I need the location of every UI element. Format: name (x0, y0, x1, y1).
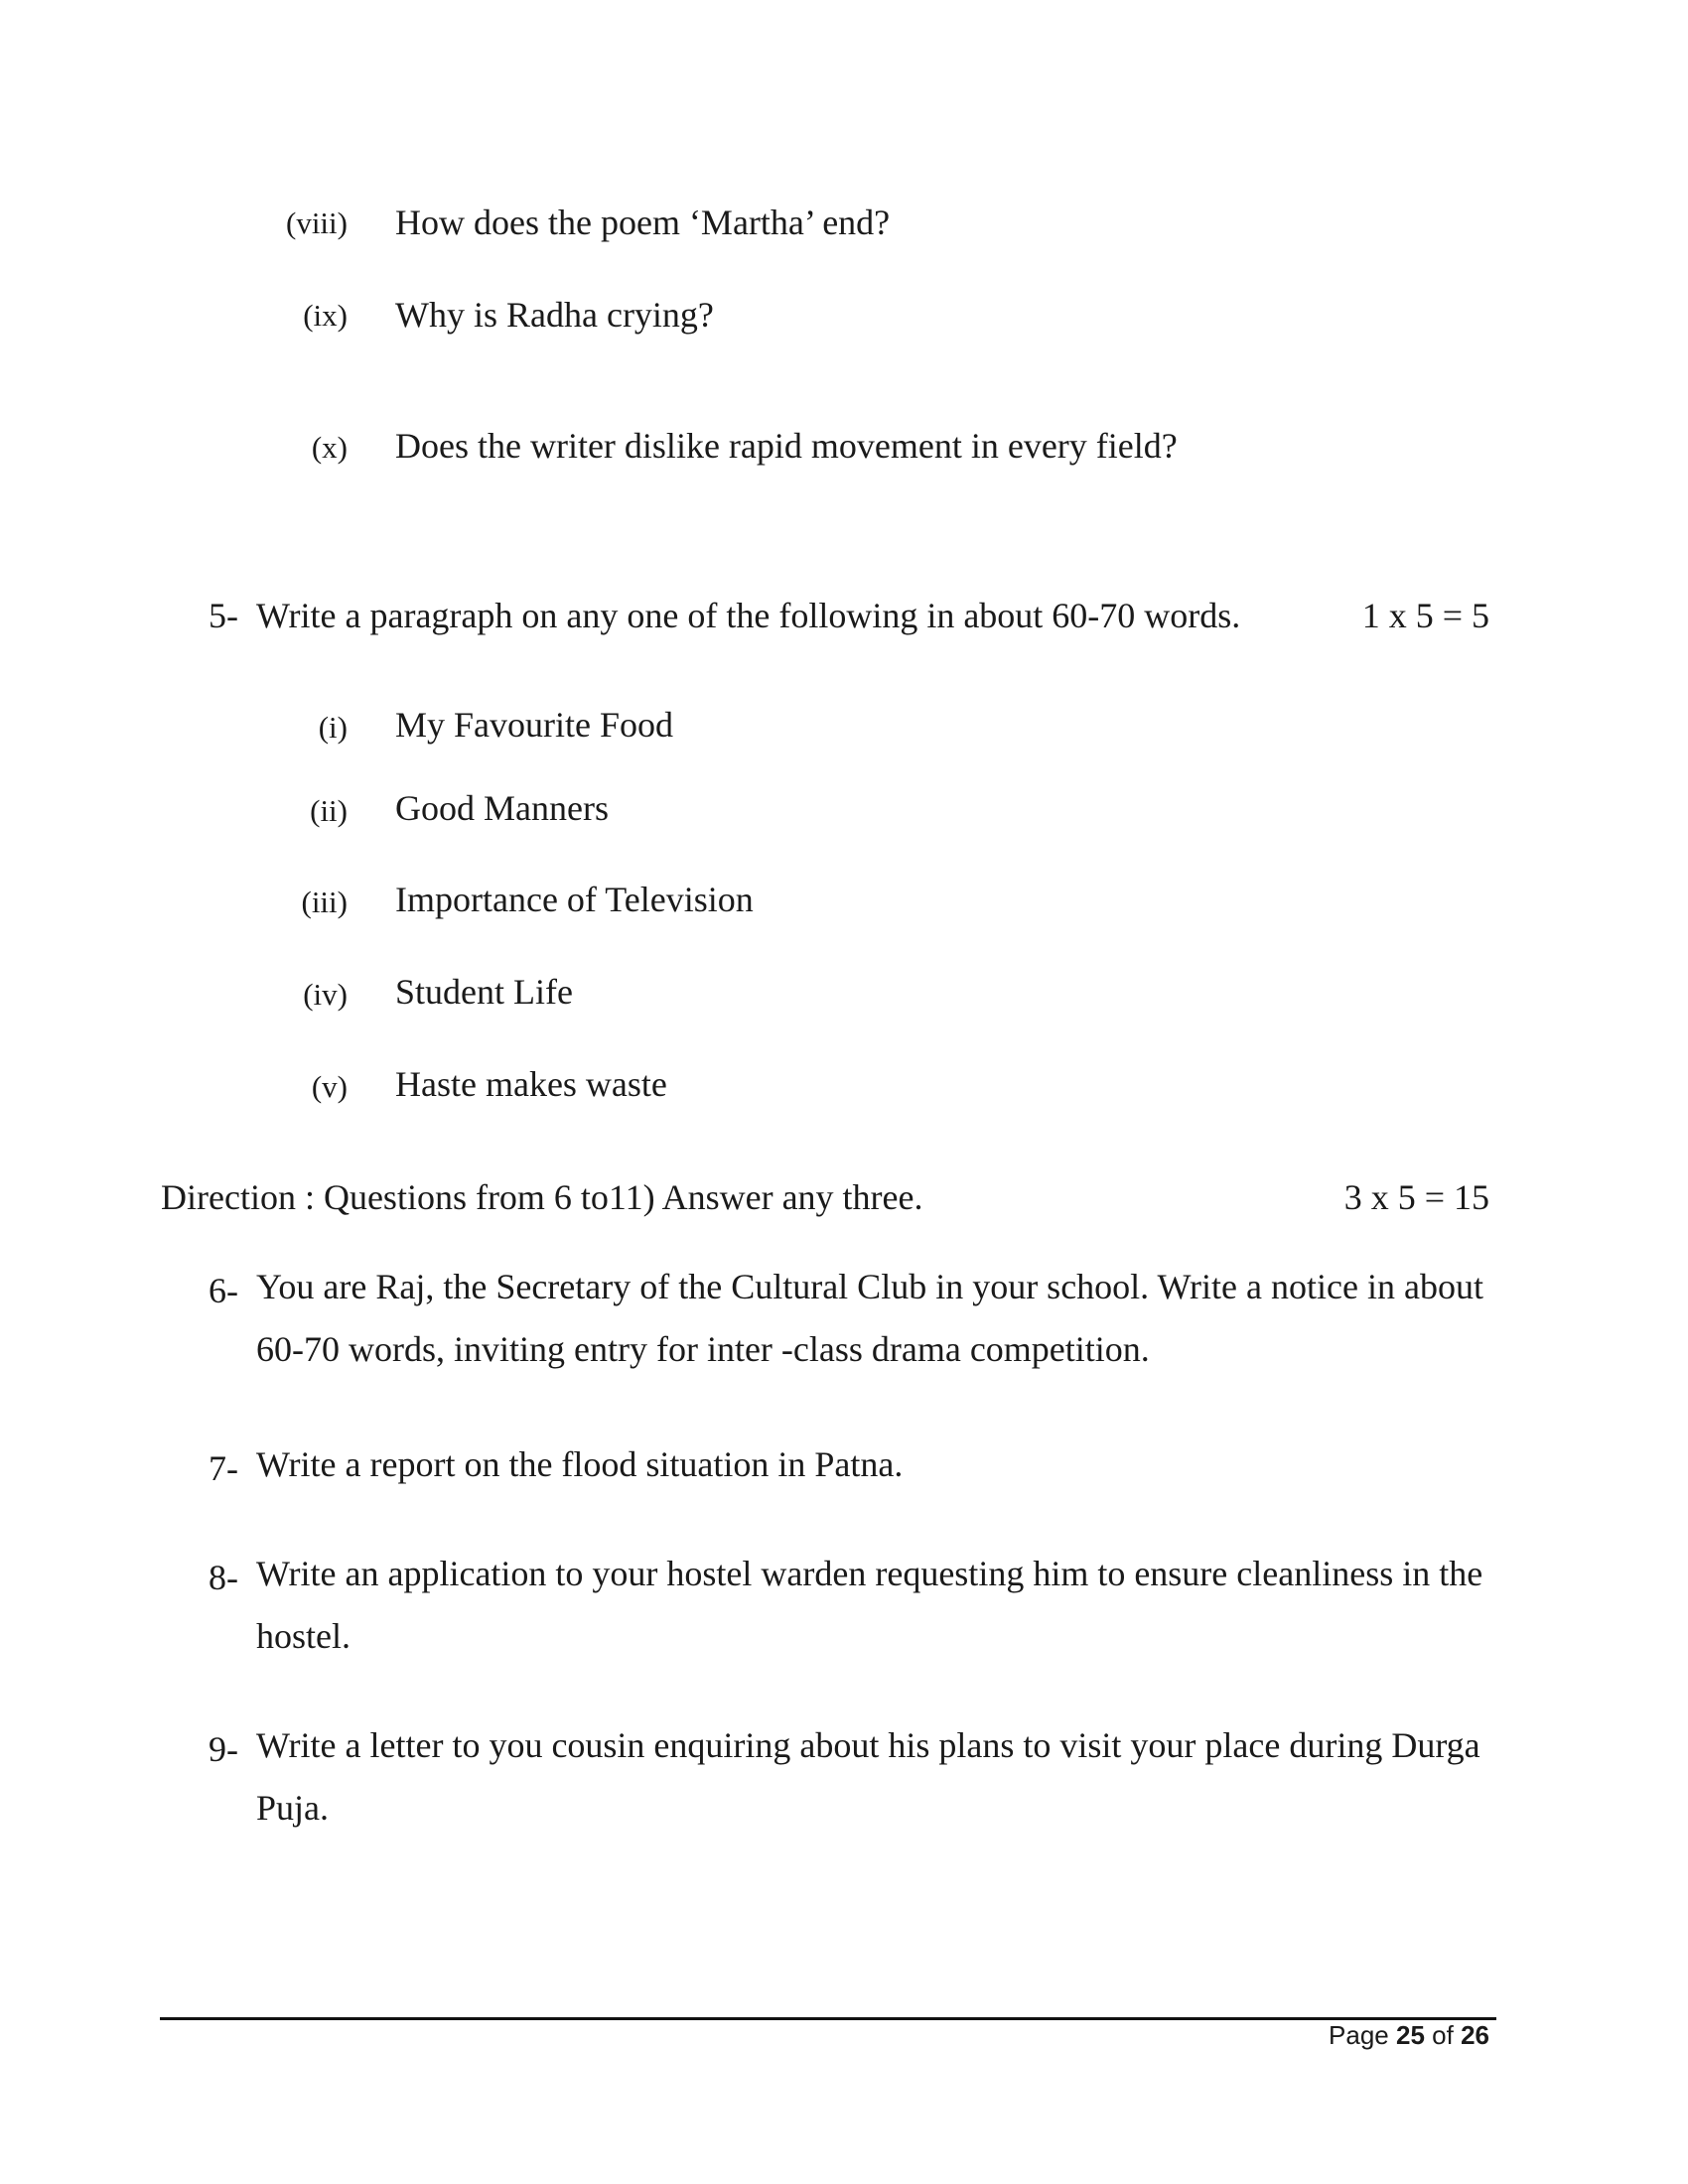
page-number (1329, 2020, 1489, 2051)
q5-item-roman-iii: (iii) (301, 885, 348, 919)
direction-text: Direction : Questions from 6 to11) Answer any three. (161, 1177, 923, 1217)
q4-item-roman-viii: (viii) (286, 205, 348, 240)
q5-number: 5- (209, 596, 238, 635)
q5-item-roman-iv: (iv) (303, 977, 348, 1012)
q7-number: 7- (209, 1448, 238, 1488)
q5-item-text-ii: Good Manners (395, 788, 609, 828)
q8-number: 8- (209, 1558, 238, 1597)
q6-text: You are Raj, the Secretary of the Cultural Club in your school. Write a notice in about 60-70 words, inviting entry for inter -class drama competition. (256, 1267, 1483, 1369)
q4-item-text-viii: How does the poem ‘Martha’ end? (395, 203, 891, 242)
q5-item-roman-v: (v) (311, 1069, 348, 1104)
direction-marks: 3 x 5 = 15 (1343, 1177, 1489, 1217)
q5-item-roman-i: (i) (318, 710, 348, 745)
footer-divider (160, 2017, 1496, 2020)
q4-item-roman-ix: (ix) (303, 298, 348, 333)
q7-text: Write a report on the flood situation in Patna. (256, 1444, 904, 1484)
page-word: Page (1329, 2020, 1389, 2050)
q8-text: Write an application to your hostel warden requesting him to ensure cleanliness in the hostel. (256, 1554, 1483, 1656)
q5-item-text-iii: Importance of Television (395, 880, 754, 919)
q4-item-text-x: Does the writer dislike rapid movement in every field? (395, 426, 1178, 466)
q4-item-roman-x: (x) (311, 430, 348, 465)
page-total: 26 (1461, 2020, 1489, 2050)
q9-number: 9- (209, 1729, 238, 1769)
q6-number: 6- (209, 1271, 238, 1310)
q5-item-text-i: My Favourite Food (395, 705, 674, 745)
page-current: 25 (1396, 2020, 1425, 2050)
q5-item-roman-ii: (ii) (310, 793, 348, 828)
q9-text: Write a letter to you cousin enquiring about his plans to visit your place during Durga Puja. (256, 1725, 1480, 1828)
q5-item-text-v: Haste makes waste (395, 1064, 667, 1104)
page-of-word: of (1432, 2020, 1454, 2050)
q5-marks: 1 x 5 = 5 (1361, 596, 1489, 635)
q5-item-text-iv: Student Life (395, 972, 573, 1012)
q5-text: Write a paragraph on any one of the following in about 60-70 words. (256, 596, 1241, 635)
q4-item-text-ix: Why is Radha crying? (395, 295, 714, 335)
